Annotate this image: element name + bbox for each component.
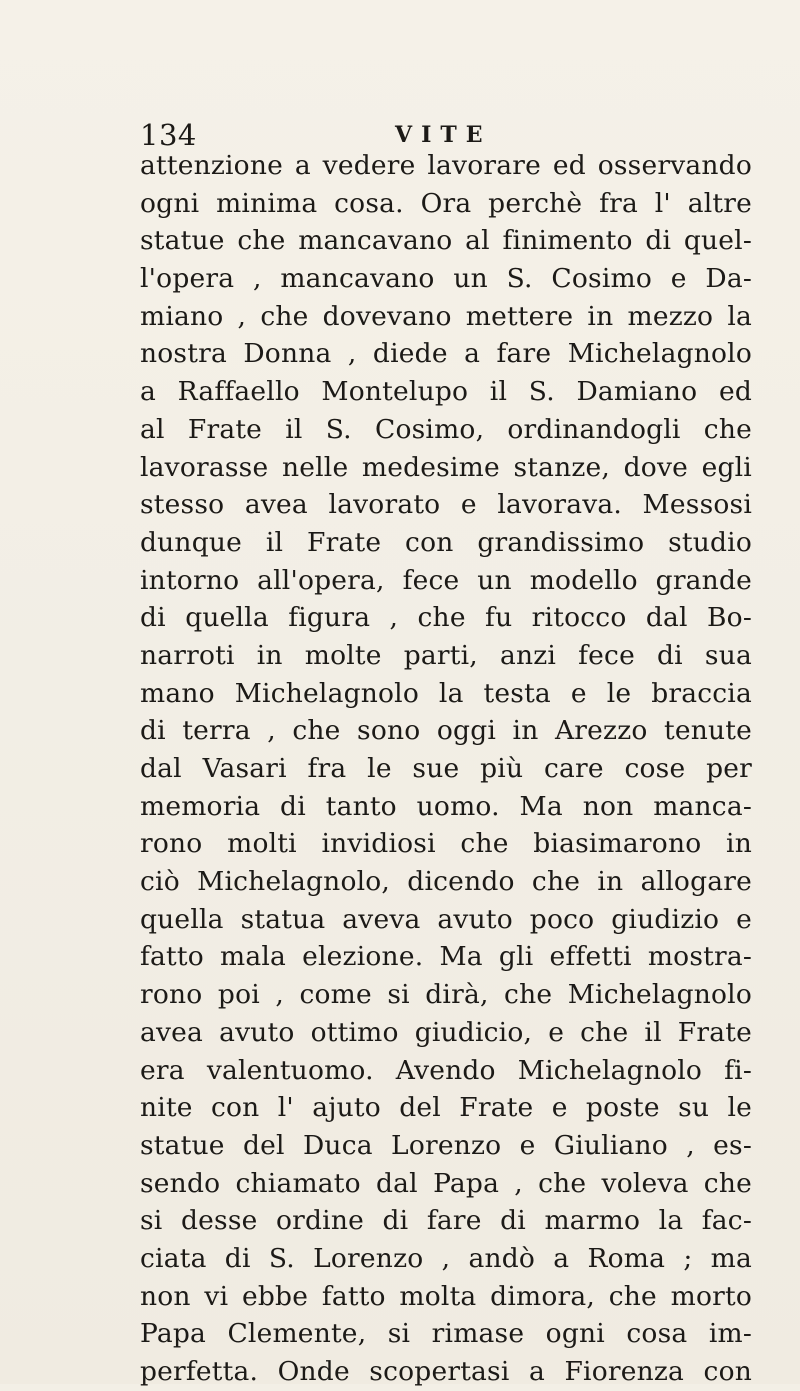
text-line: ciò Michelagnolo, dicendo che in allogare (140, 866, 752, 898)
text-line: non vi ebbe fatto molta dimora, che morto (140, 1280, 752, 1312)
text-line: fatto mala elezione. Ma gli effetti mostra- (140, 941, 752, 973)
text-line: nostra Donna , diede a fare Michelagnolo (140, 338, 752, 370)
body-text (140, 147, 752, 1391)
text-line: era valentuomo. Avendo Michelagnolo fi- (140, 1054, 752, 1086)
text-line: avea avuto ottimo giudicio, e che il Frate (140, 1016, 752, 1048)
page-number: 134 (140, 118, 197, 152)
text-line: narroti in molte parti, anzi fece di sua (140, 639, 752, 671)
text-line: attenzione a vedere lavorare ed osservando (140, 150, 752, 181)
text-line: miano , che dovevano mettere in mezzo la (140, 300, 752, 332)
text-line: dal Vasari fra le sue più care cose per (140, 753, 752, 784)
text-line: rono molti invidiosi che biasimarono in (140, 828, 752, 860)
text-line: ogni minima cosa. Ora perchè fra l' altre (140, 187, 752, 219)
text-line: perfetta. Onde scopertasi a Fiorenza con (140, 1356, 752, 1387)
text-line: mano Michelagnolo la testa e le braccia (140, 677, 752, 709)
text-line: l'opera , mancavano un S. Cosimo e Da- (140, 263, 752, 295)
text-line: stesso avea lavorato e lavorava. Messosi (140, 489, 752, 521)
text-line: intorno all'opera, fece un modello grande (140, 564, 752, 596)
text-line: sendo chiamato dal Papa , che voleva che (140, 1167, 752, 1199)
text-line: statue che mancavano al finimento di quel- (140, 225, 752, 257)
text-line: di terra , che sono oggi in Arezzo tenute (140, 715, 752, 747)
text-line: nite con l' ajuto del Frate e poste su le (140, 1092, 752, 1124)
text-line: si desse ordine di fare di marmo la fac- (140, 1205, 752, 1237)
text-line: a Raffaello Montelupo il S. Damiano ed (140, 376, 752, 408)
text-line: di quella figura , che fu ritocco dal Bo- (140, 602, 752, 634)
text-line: statue del Duca Lorenzo e Giuliano , es- (140, 1129, 752, 1161)
text-line: al Frate il S. Cosimo, ordinandogli che (140, 413, 752, 445)
text-line: Papa Clemente, si rimase ogni cosa im- (140, 1318, 752, 1350)
text-line: lavorasse nelle medesime stanze, dove egli (140, 451, 752, 483)
text-line: quella statua aveva avuto poco giudizio e (140, 903, 752, 935)
text-line: ciata di S. Lorenzo , andò a Roma ; ma (140, 1242, 752, 1274)
running-head: VITE (395, 122, 492, 148)
text-line: rono poi , come si dirà, che Michelagnolo (140, 979, 752, 1011)
text-line: memoria di tanto uomo. Ma non manca- (140, 790, 752, 822)
text-line: dunque il Frate con grandissimo studio (140, 526, 752, 558)
